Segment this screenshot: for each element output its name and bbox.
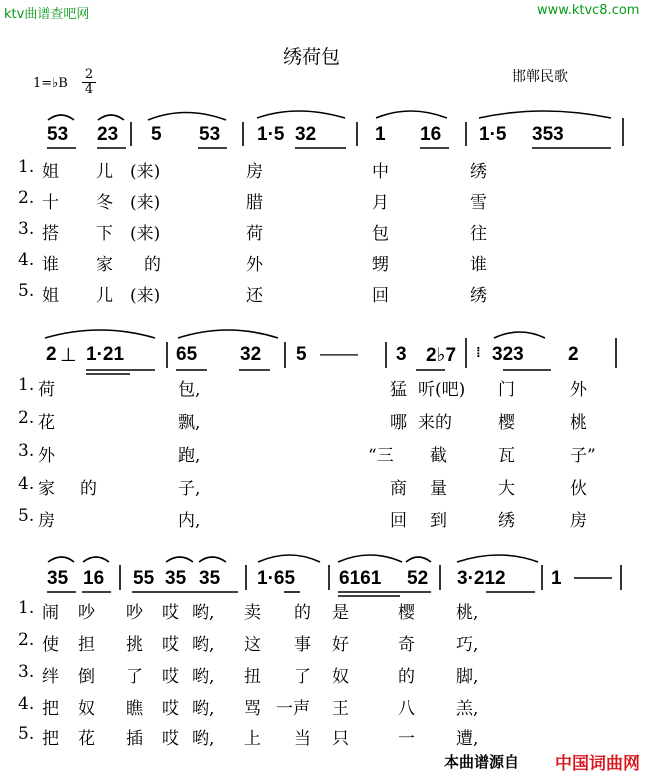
source-label: 本曲谱源自 [444, 753, 520, 771]
time-signature: 2 4 [82, 68, 96, 97]
song-title: 绣荷包 [283, 46, 341, 68]
composer-credit: 邯郸民歌 [512, 69, 568, 85]
watermark-left: ktv曲谱查吧网 [4, 7, 90, 22]
key-signature: 1=♭B [33, 76, 68, 91]
watermark-right: www.ktvc8.com [537, 3, 640, 18]
source-brand-link[interactable]: 中国词曲网 [555, 754, 640, 774]
